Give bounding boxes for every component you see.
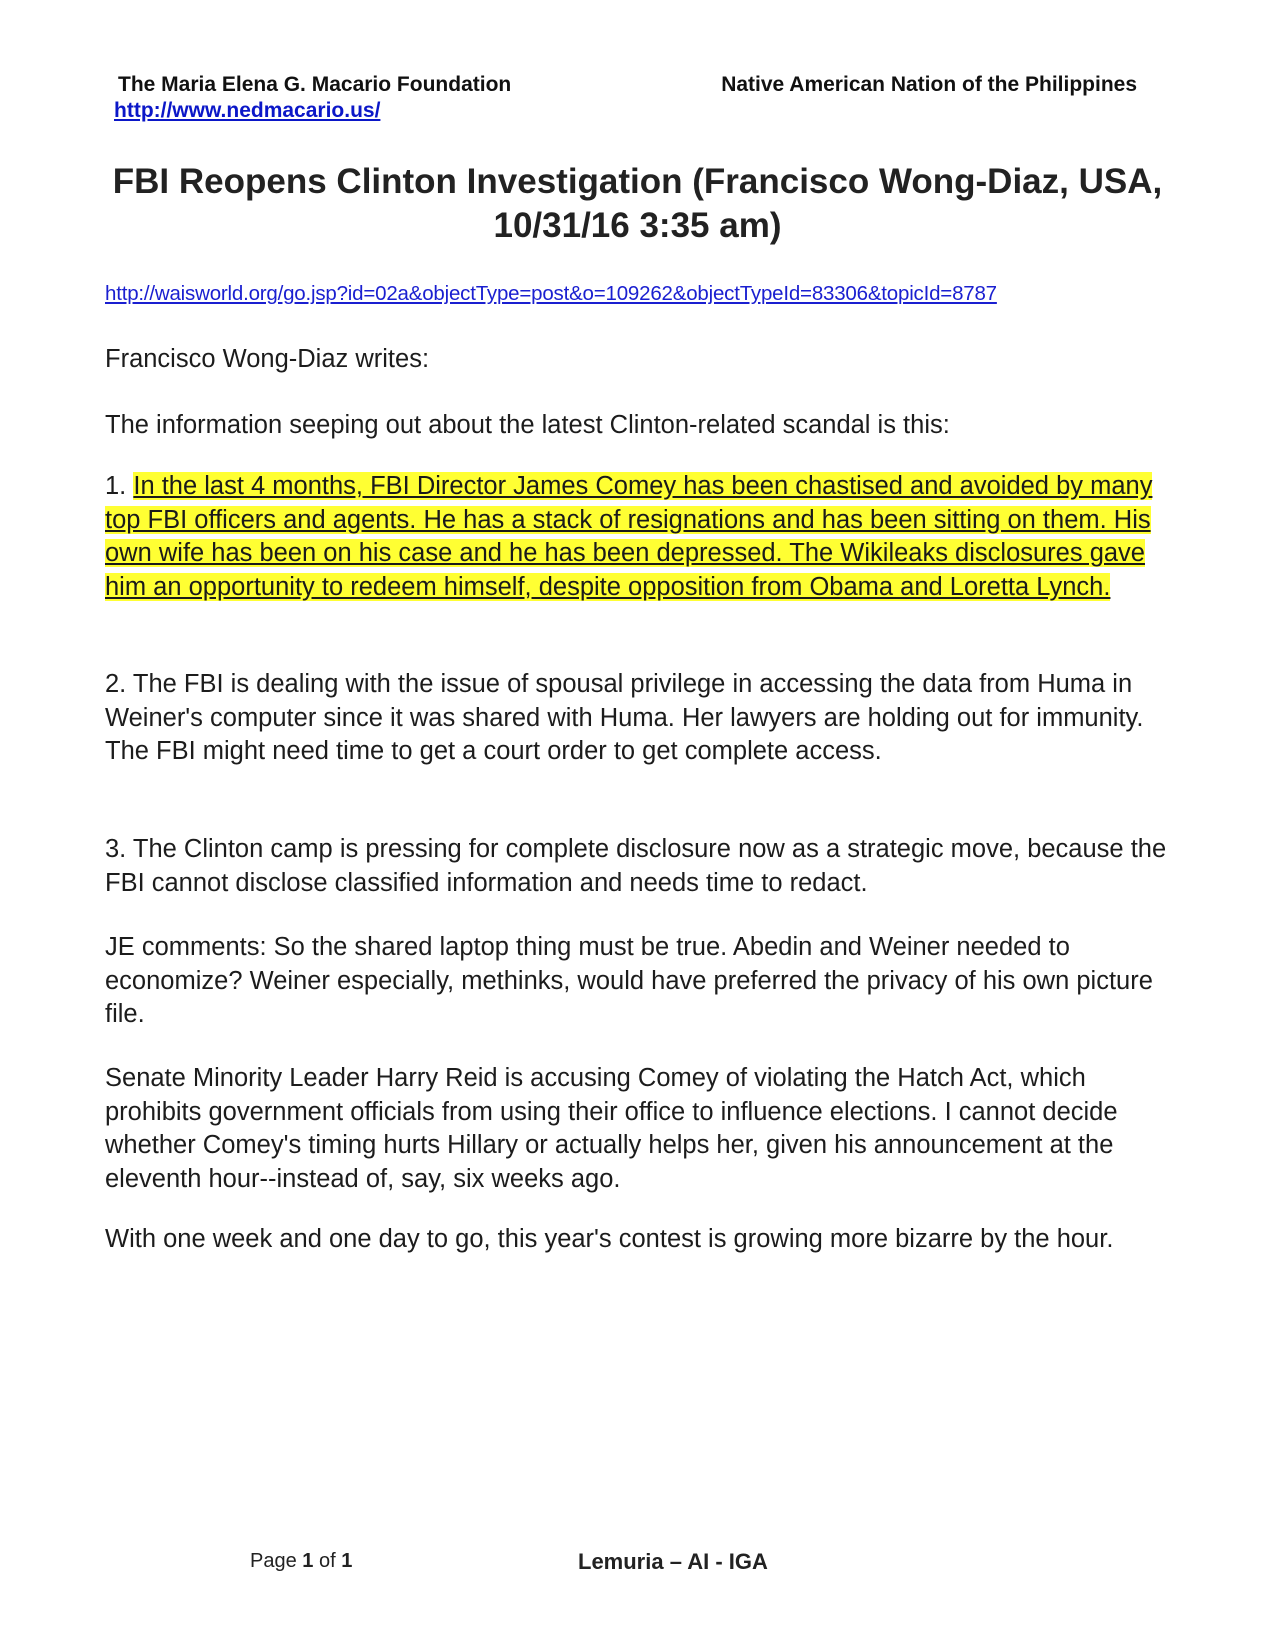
item-1-paragraph [105,470,1185,604]
je-comments-paragraph: JE comments: So the shared laptop thing must be true. Abedin and Weiner needed to economize? Weiner especially, methinks, would have preferred the privacy of his own picture file. [105,933,1153,1028]
intro-paragraph: Francisco Wong-Diaz writes: [105,345,430,373]
item-3-paragraph: 3. The Clinton camp is pressing for complete disclosure now as a strategic move, because the FBI cannot disclose classified information and needs time to redact. [105,835,1167,897]
header-website-link[interactable]: http://www.nedmacario.us/ [114,99,381,122]
reid-paragraph: Senate Minority Leader Harry Reid is accusing Comey of violating the Hatch Act, which prohibits government officials from using their office to influence elections. I cannot decide whether Comey's timing hurts Hillary or actually helps her, given his announcement at the eleventh hour--instead of, say, six weeks ago. [105,1064,1118,1193]
header-nation-name: Native American Nation of the Philippines [721,73,1137,96]
item-2-paragraph: 2. The FBI is dealing with the issue of spousal privilege in accessing the data from Huma in Weiner's computer since it was shared with Huma. Her lawyers are holding out for immunity. The FBI might need time to get a court order to get complete access. [105,670,1144,765]
source-link[interactable]: http://waisworld.org/go.jsp?id=02a&objectType=post&o=109262&objectTypeId=83306&topicId=8787 [105,282,997,305]
footer-lemuria-label: Lemuria – AI - IGA [578,1549,768,1574]
article-title: FBI Reopens Clinton Investigation (Francisco Wong-Diaz, USA, 10/31/16 3:35 am) [112,162,1163,245]
page-number: Page 1 of 1 [250,1550,353,1572]
header-foundation-name: The Maria Elena G. Macario Foundation [118,73,512,96]
closing-paragraph: With one week and one day to go, this year's contest is growing more bizarre by the hour. [105,1225,1114,1253]
item-1-highlighted-text: In the last 4 months, FBI Director James Comey has been chastised and avoided by many top FBI officers and agents. He has a stack of resignations and has been sitting on them. His own wife has been on his case and he has been depressed. The Wikileaks disclosures gave him an opportunity to redeem himself, despite opposition from Obama and Loretta Lynch. [105,472,1153,601]
item-1-number: 1. [105,472,134,500]
lead-paragraph: The information seeping out about the latest Clinton-related scandal is this: [105,411,950,439]
